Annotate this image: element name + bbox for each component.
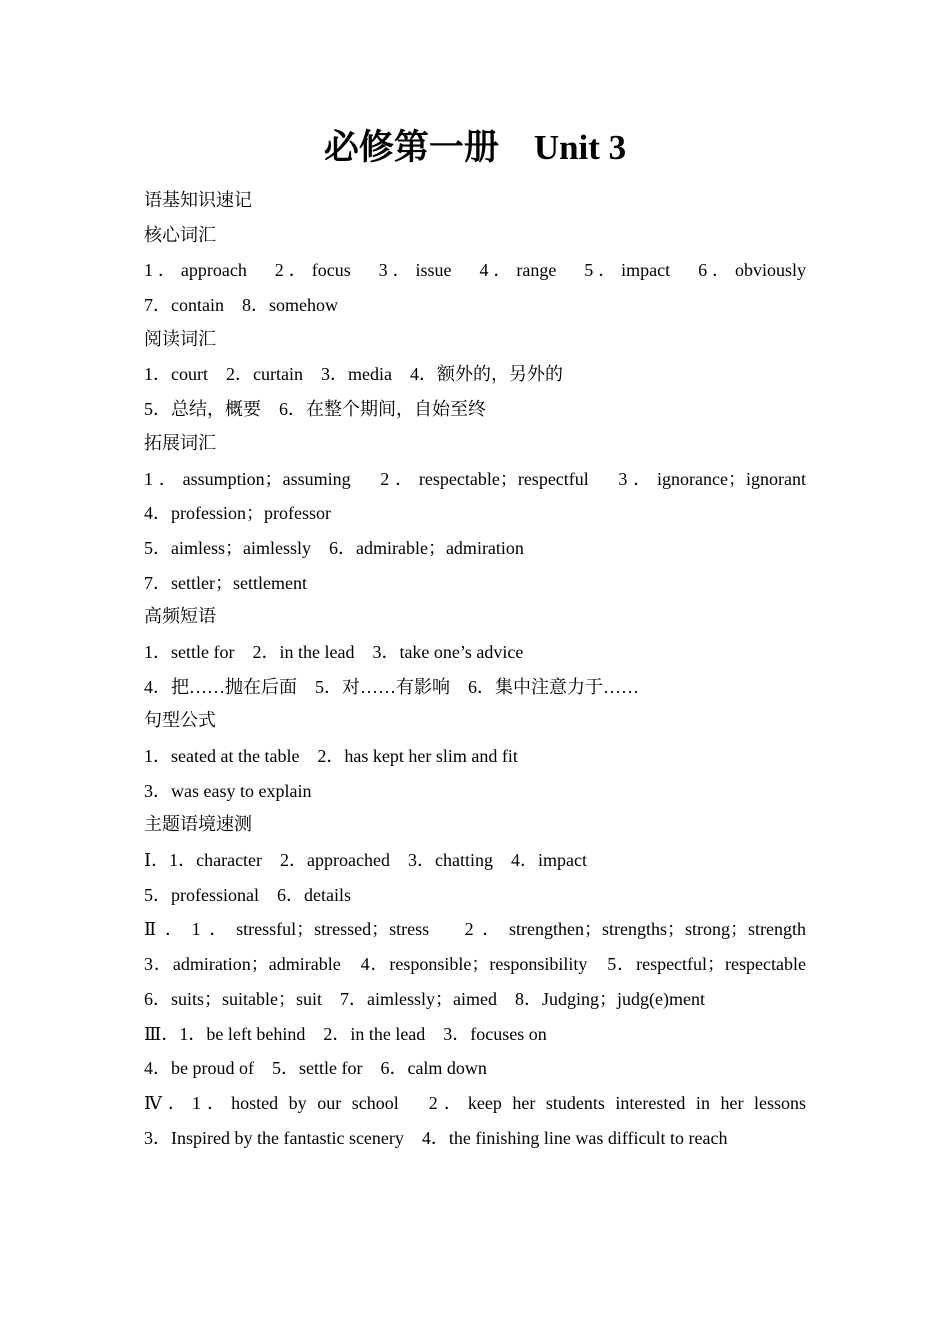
extended-vocabulary-line: 5．aimless；aimlessly 6．admirable；admiration bbox=[144, 537, 524, 558]
extended-vocabulary-line: 7．settler；settlement bbox=[144, 572, 307, 593]
theme-test-paragraph: 3．admiration；admirable 4．responsible；responsibility 5．respectful；respectable 6．suits；suitable；suit 7．aimlessly；aimed 8．Judging；judg(e)ment bbox=[144, 954, 824, 1009]
extended-vocabulary-line: 1．assumption；assuming 2．respectable；respectful 3．ignorance；ignorant bbox=[144, 468, 806, 489]
theme-test-line: Ⅰ．1．character 2．approached 3．chatting 4．impact bbox=[144, 850, 587, 871]
sentence-patterns-line: 3．was easy to explain bbox=[144, 780, 312, 801]
page-title: 必修第一册 Unit 3 bbox=[323, 128, 627, 167]
reading-vocabulary-line: 5．总结，概要 6．在整个期间，自始至终 bbox=[144, 399, 486, 420]
core-vocabulary-line: 7．contain 8．somehow bbox=[144, 295, 338, 316]
theme-test-line: 4．be proud of 5．settle for 6．calm down bbox=[144, 1058, 487, 1079]
answer-content bbox=[144, 184, 824, 1155]
theme-test-line: 5．professional 6．details bbox=[144, 884, 351, 905]
section-heading-sentence-patterns: 句型公式 bbox=[144, 710, 216, 732]
section-heading-basics: 语基知识速记 bbox=[144, 190, 252, 211]
section-heading-reading-vocabulary: 阅读词汇 bbox=[144, 328, 216, 350]
section-heading-core-vocabulary: 核心词汇 bbox=[144, 224, 216, 246]
phrases-line: 4．把……抛在后面 5．对……有影响 6．集中注意力于…… bbox=[144, 676, 639, 697]
reading-vocabulary-line: 1．court 2．curtain 3．media 4．额外的，另外的 bbox=[144, 364, 563, 385]
extended-vocabulary-line: 4．profession；professor bbox=[144, 503, 331, 524]
theme-test-line: Ⅳ．1．hosted by our school 2．keep her students interested in her lessons bbox=[144, 1092, 806, 1113]
theme-test-line: 3．Inspired by the fantastic scenery 4．the finishing line was difficult to reach bbox=[144, 1127, 728, 1148]
phrases-line: 1．settle for 2．in the lead 3．take one’s advice bbox=[144, 641, 524, 662]
core-vocabulary-line: 1．approach 2．focus 3．issue 4．range 5．impact 6．obviously bbox=[144, 260, 806, 281]
section-heading-phrases: 高频短语 bbox=[144, 606, 216, 628]
section-heading-theme-test: 主题语境速测 bbox=[144, 814, 252, 836]
theme-test-line: Ⅲ．1．be left behind 2．in the lead 3．focuses on bbox=[144, 1023, 547, 1044]
theme-test-line: Ⅱ．1．stressful；stressed；stress 2．strengthen；strengths；strong；strength bbox=[144, 919, 806, 940]
section-heading-extended-vocabulary: 拓展词汇 bbox=[144, 432, 216, 454]
sentence-patterns-line: 1．seated at the table 2．has kept her slim and fit bbox=[144, 746, 518, 766]
